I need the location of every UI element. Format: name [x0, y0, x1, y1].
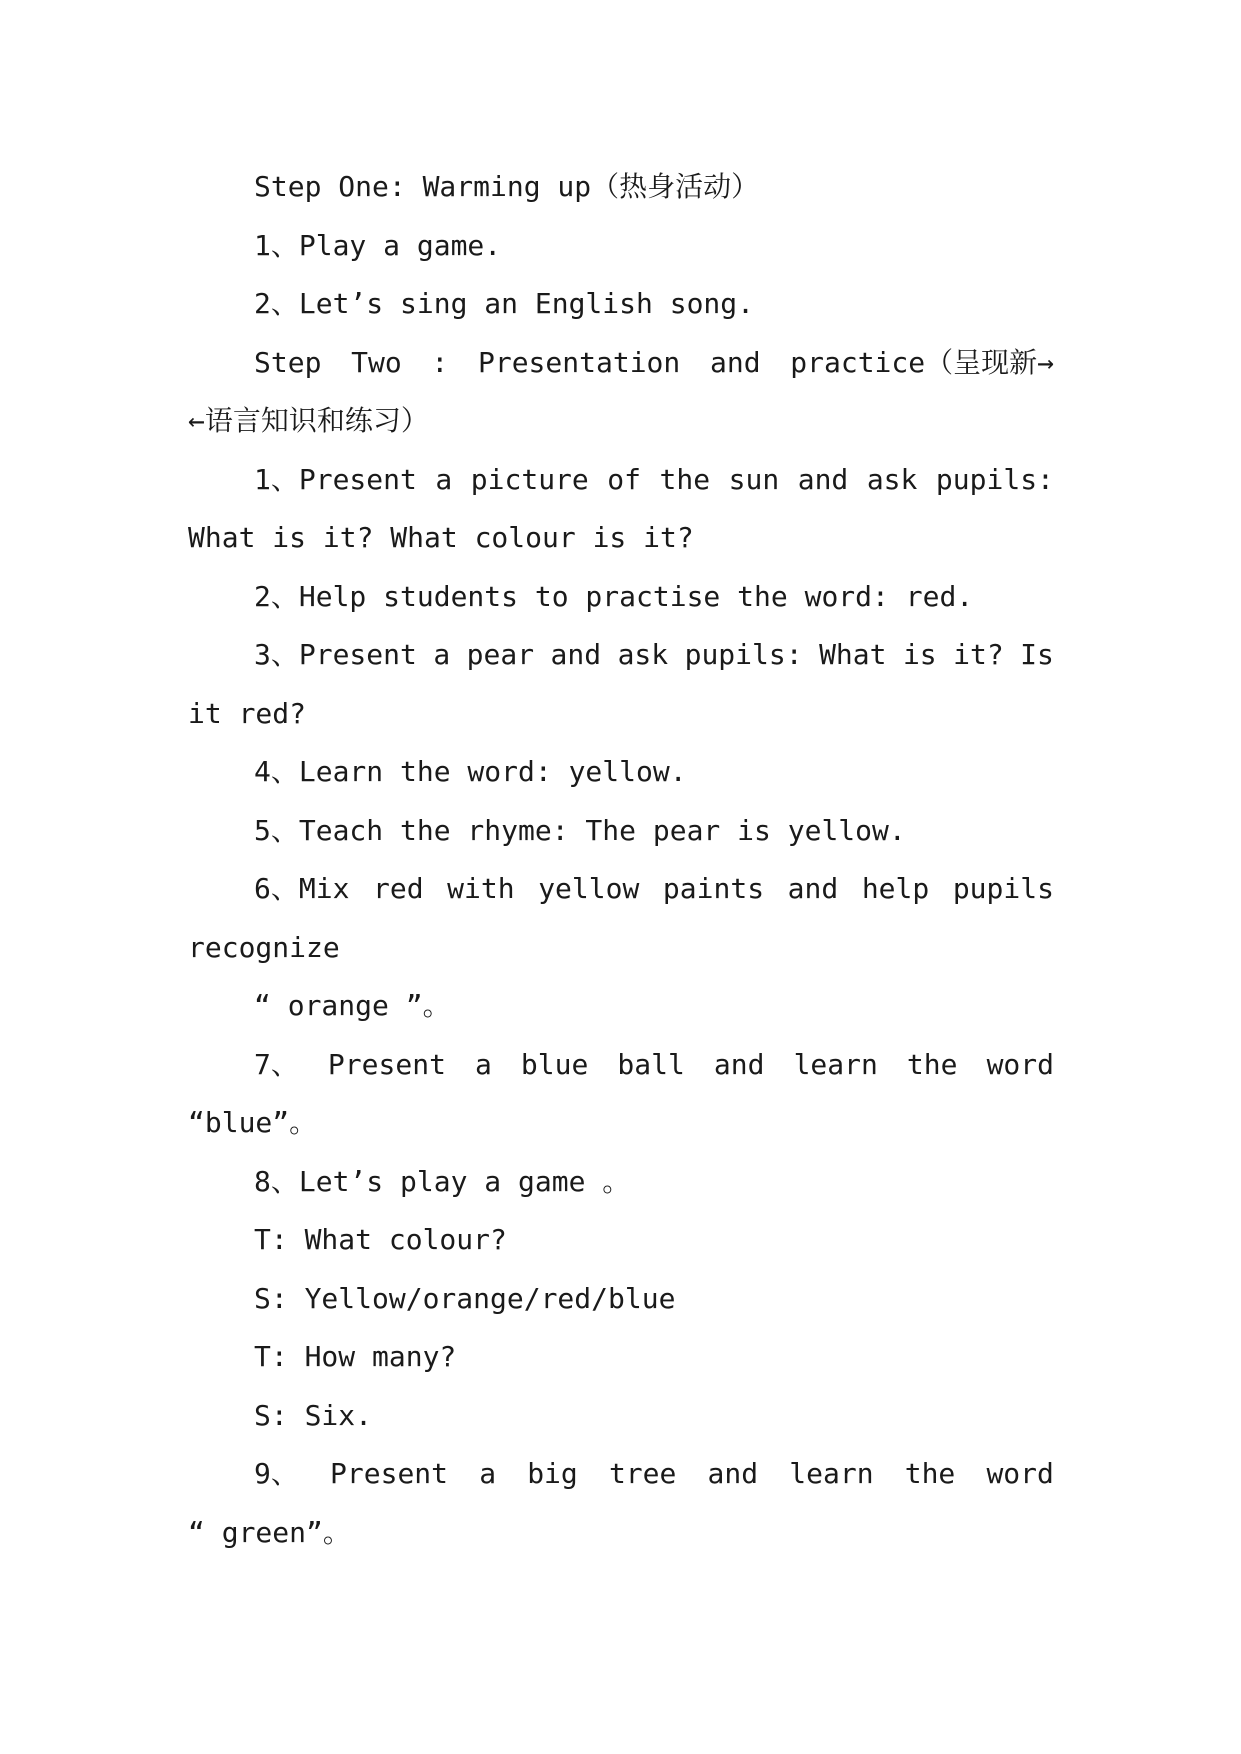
line-word: paints: [662, 872, 765, 905]
text-line: “ orange ”。: [254, 989, 451, 1022]
line-word: Two: [351, 345, 402, 379]
line-word: and: [797, 462, 849, 496]
line-word: and: [713, 1047, 765, 1081]
line-word: word: [986, 1047, 1054, 1081]
line-word: the: [904, 1457, 956, 1490]
text-line: T: How many?: [254, 1340, 457, 1373]
line-word: a: [435, 462, 453, 496]
line-word: Present: [327, 1047, 446, 1081]
text-line: “blue”。: [188, 1106, 318, 1139]
text-line: 1、Play a game.: [254, 228, 502, 262]
line-word: is: [902, 638, 937, 671]
line-word: and: [709, 345, 761, 379]
line-word: picture: [470, 462, 589, 496]
line-word: ask: [866, 462, 918, 496]
line-word: Presentation: [477, 345, 681, 379]
line-word: and: [707, 1457, 759, 1490]
text-line: S: Six.: [254, 1398, 373, 1432]
text-line: [188, 860, 1054, 919]
line-word: pupils:: [935, 462, 1054, 496]
line-word: and: [787, 872, 839, 905]
line-word: big: [527, 1457, 578, 1490]
line-word: :: [431, 345, 449, 379]
text-line: [188, 451, 1054, 510]
line-word: a: [475, 1047, 492, 1081]
line-word: 3、Present: [254, 638, 417, 671]
text-line: [188, 1036, 1054, 1095]
text-line: 4、Learn the word: yellow.: [254, 755, 687, 788]
line-word: of: [607, 462, 642, 496]
line-word: ask: [617, 638, 669, 671]
line-word: 9、: [254, 1457, 299, 1490]
line-word: tree: [608, 1457, 677, 1490]
line-word: pupils:: [684, 638, 803, 671]
line-word: 1、Present: [254, 462, 417, 496]
text-line: 8、Let’s play a game 。: [254, 1164, 631, 1198]
line-word: Is: [1020, 638, 1054, 671]
text-line: [188, 334, 1054, 393]
line-word: it?: [953, 638, 1004, 671]
line-word: pupils: [952, 872, 1054, 905]
line-word: ball: [617, 1047, 685, 1081]
text-line: 5、Teach the rhyme: The pear is yellow.: [254, 813, 906, 847]
line-word: the: [659, 462, 711, 496]
line-word: Present: [330, 1457, 449, 1490]
line-word: word: [986, 1457, 1054, 1490]
text-line: S: Yellow/orange/red/blue: [254, 1281, 676, 1315]
text-line: it red?: [188, 696, 307, 730]
text-line: 2、Let’s sing an English song.: [254, 287, 755, 320]
document-body: [188, 158, 1054, 1562]
text-line: 2、Help students to practise the word: red.: [254, 579, 974, 613]
line-word: blue: [520, 1047, 589, 1081]
line-word: with: [447, 872, 515, 905]
text-line: What is it? What colour is it?: [188, 521, 694, 554]
line-word: Step: [254, 345, 322, 379]
text-line: Step One: Warming up（热身活动）: [254, 170, 760, 203]
text-line: [188, 1445, 1054, 1504]
line-word: red: [373, 872, 424, 905]
line-word: learn: [793, 1047, 878, 1081]
line-word: a: [479, 1457, 497, 1490]
line-word: practice（呈现新→: [790, 345, 1054, 379]
line-word: 7、: [254, 1047, 299, 1081]
line-word: What: [819, 638, 887, 671]
line-word: pear: [466, 638, 535, 671]
text-line: recognize: [188, 930, 340, 964]
text-line: “ green”。: [188, 1515, 351, 1549]
text-line: ←语言知识和练习）: [188, 404, 429, 437]
line-word: the: [906, 1047, 958, 1081]
line-word: help: [861, 872, 930, 905]
line-word: a: [433, 638, 451, 671]
line-word: and: [550, 638, 602, 671]
line-word: 6、Mix: [254, 872, 350, 905]
line-word: sun: [728, 462, 780, 496]
line-word: learn: [789, 1457, 874, 1490]
text-line: [188, 626, 1054, 685]
text-line: T: What colour?: [254, 1223, 507, 1256]
line-word: yellow: [538, 872, 640, 905]
